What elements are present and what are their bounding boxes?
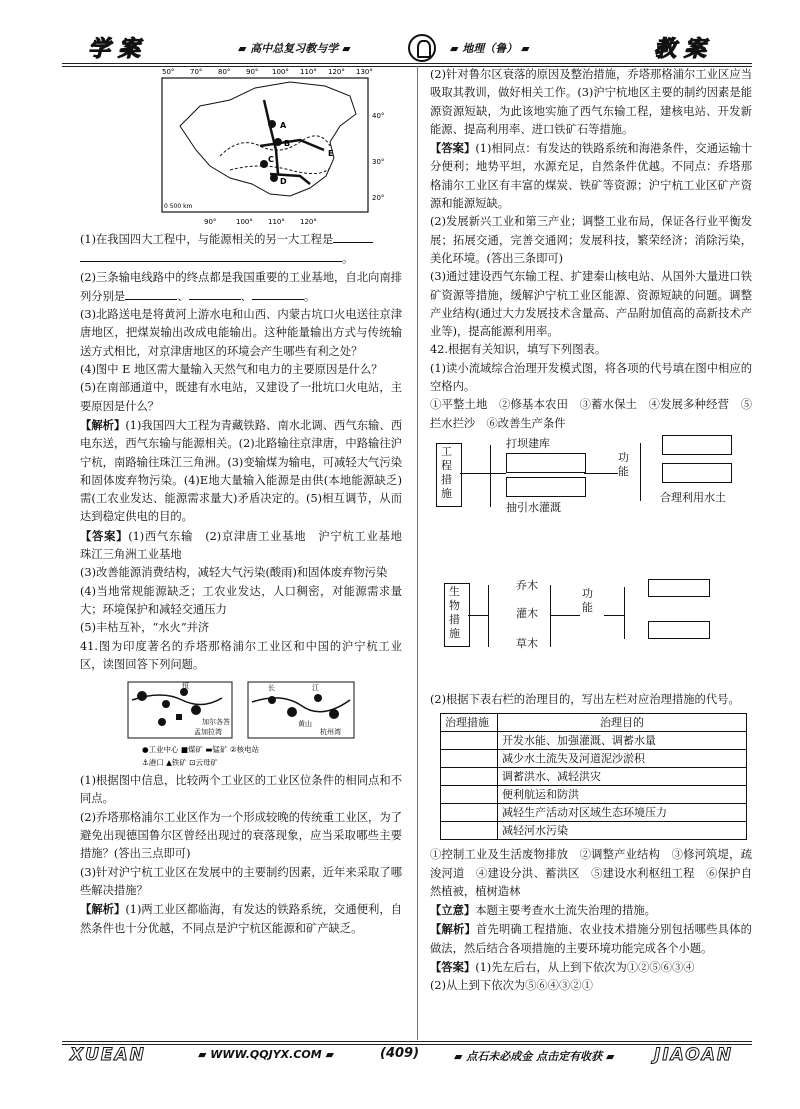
map-point-e: E [328, 149, 334, 158]
place-kolkata: 加尔各答 [202, 718, 230, 727]
q41-answer-2: (2)发展新兴工业和第三产业；调整工业布局，保证各行业平衡发展；拓展交通，完善交通网；发展科技，繁荣经济；消除污染，美化环境。(答出三条即可) [430, 215, 752, 265]
map-legend-row2: ⚓港口 ▲铁矿 ⊡云母矿 [142, 758, 219, 768]
q42-answer-1: 【答案】(1)先左后右，从上到下依次为①②⑤⑥③④ [430, 960, 695, 975]
lat-label: 20° [372, 194, 385, 202]
q41-stem: 41.图为印度著名的乔塔那格浦尔工业区和中国的沪宁杭工业区，读图回答下列问题。 [80, 639, 402, 671]
lon-label: 110° [268, 218, 285, 226]
q40-answer: 【答案】(1)西气东输 (2)京津唐工业基地 沪宁杭工业基地 珠江三角洲工业基地 [80, 528, 414, 562]
dia2-left-label: 生物措施 [449, 584, 460, 640]
q42-1: (1)读小流域综合治理开发模式图，将各项的代号填在图中相应的空格内。 [430, 361, 752, 394]
dia2-item-arbor: 乔木 [516, 578, 538, 592]
q41-2: (2)乔塔那格浦尔工业区作为一个形成较晚的传统重工业区，为了避免出现德国鲁尔区曾经出现过的衰落现象，应当采取哪些主要措施？(答出三点即可) [80, 810, 402, 861]
page-footer [62, 1041, 752, 1067]
lon-label: 50° [162, 68, 175, 76]
q40-1: (1)在我国四大工程中，与能源相关的另一大工程是 [80, 230, 402, 249]
map-point-a: A [280, 121, 287, 130]
header-xuean: 学案 [88, 37, 149, 62]
footer-jiaoan: JIAOAN [654, 1045, 734, 1065]
dia1-function-label: 功能 [618, 450, 629, 478]
footer-slogan: ▰ 点石未必成金 点击定有收获 ▰ [454, 1050, 615, 1063]
industrial-regions-map [122, 680, 360, 768]
q41-analysis-cont: (2)针对鲁尔区衰落的原因及整治措施，乔塔那格浦尔工业区应当吸取其教训，做好相关工作。(3)沪宁杭地区主要的制约因素是能源资源短缺，为此该地实施了西气东输工程，建核电站、开发新能源、提高利用率、进口铁矿石等措施。 [430, 68, 752, 136]
q40-5: (5)在南部通道中，既建有水电站，又建设了一批坑口火电站，主要原因是什么？ [80, 381, 402, 413]
lat-label: 40° [372, 112, 385, 120]
q40-answer-3: (3)改善能源消费结构，减轻大气污染(酸雨)和固体废弃物污染 [80, 566, 388, 580]
table-cell: 开发水能、加强灌溉、调蓄水量 [498, 732, 747, 750]
lon-label: 120° [300, 218, 317, 226]
map-point-b: B [284, 139, 291, 148]
map-scale: 0 500 km [164, 203, 193, 210]
place-hangzhou-bay: 杭州湾 [320, 728, 341, 737]
left-column [80, 66, 414, 938]
table-row [441, 732, 747, 750]
q42-answer-2: (2)从上到下依次为⑤⑥④③②① [430, 979, 593, 993]
q42-analysis: 【解析】首先明确工程措施、农业技术措施分别包括哪些具体的做法，然后结合各项措施的主要环境功能完成各个小题。 [430, 922, 752, 955]
river-label-chang: 长 [268, 684, 275, 693]
q42-options: ①平整土地 ②修基本农田 ③蓄水保土 ④发展多种经营 ⑤拦水拦沙 ⑥改善生产条件 [430, 398, 752, 430]
table-cell: 便利航运和防洪 [498, 786, 747, 804]
table-row [441, 768, 747, 786]
lon-label: 70° [190, 68, 203, 76]
q41-answer-1: 【答案】(1)相同点：有发达的铁路系统和海港条件，交通运输十分便利；地势平坦，水源充足，自然条件优越。不同点：乔塔那格浦尔工业区有丰富的煤炭、铁矿等资源；沪宁杭工业区矿产资源和能源短缺。 [430, 141, 752, 211]
q40-1-cont: 。 [80, 249, 402, 268]
blank-box [662, 463, 732, 483]
table-cell: 调蓄洪水、减轻洪灾 [498, 768, 747, 786]
dia1-top-label: 打坝建库 [506, 436, 550, 450]
place-bay-of-bengal: 孟加拉湾 [194, 728, 222, 737]
dia2-item-shrub: 灌木 [516, 606, 538, 620]
lat-label: 30° [372, 158, 385, 166]
dia2-function-label: 功能 [582, 586, 593, 614]
column-divider [417, 66, 418, 1040]
map-point-c: C [268, 155, 274, 164]
q41-answer-3: (3)通过建设西气东输工程、扩建秦山核电站、从国外大量进口铁矿资源等措施，缓解沪宁杭工业区能源、资源短缺的问题。调整产业结构(通过大力发展技术含量高、产品附加值高的高新技术产业等)，提高能源利用率。 [430, 270, 752, 339]
dia1-right-label: 合理利用水土 [660, 490, 726, 504]
q42-intent: 【立意】本题主要考查水土流失治理的措施。 [430, 903, 656, 918]
lon-label: 100° [272, 68, 289, 76]
page-header [62, 34, 752, 64]
lon-label: 110° [300, 68, 317, 76]
map-point-d: D [280, 177, 287, 186]
table-cell: 减轻河水污染 [498, 822, 747, 840]
table-header: 治理目的 [498, 714, 747, 732]
header-subject: ▰ 高中总复习教与学 ▰ [238, 42, 351, 55]
right-column [430, 66, 752, 996]
q40-2: (2)三条输电线路中的终点都是我国重要的工业基地，自北向南排列分别是 、 、 。 [80, 270, 402, 303]
blank-box [506, 477, 586, 497]
map-legend-row1: ●工业中心 ■煤矿 ▬锰矿 ②核电站 [142, 745, 260, 755]
q41-analysis: 【解析】(1)两工业区都临海，有发达的铁路系统，交通便利，自然条件也十分优越，不同点是沪宁杭区能源和矿产缺乏。 [80, 902, 402, 935]
footer-url: ▰ WWW.QQJYX.COM ▰ [198, 1048, 335, 1061]
engineering-measures-diagram [430, 437, 752, 577]
blank-box [648, 579, 710, 597]
china-power-map [160, 66, 390, 226]
q41-1: (1)根据图中信息，比较两个工业区的工业区位条件的相同点和不同点。 [80, 774, 402, 806]
q40-analysis: 【解析】(1)我国四大工程为青藏铁路、南水北调、西气东输、西电东送，西气东输与能源相关。(2)北路输往京津唐，中路输往沪宁杭，南路输往珠江三角洲。(3)变输煤为输电，可减轻大气污染和固体废弃物污染。(4)E地大量输入能源是由供(本地能源缺乏)需(工农业发达、能源需求量大)矛盾决定的。(5)相互调节，从而达到稳定供电的目的。 [80, 417, 402, 524]
lon-label: 130° [356, 68, 373, 76]
place-huangshan: 黄山 [298, 720, 312, 729]
dia1-left-label: 工程措施 [441, 444, 452, 500]
q40-answer-4: (4)当地常规能源缺乏；工农业发达，人口稠密，对能源需求量大；环境保护和减轻交通压力 [80, 584, 402, 616]
river-label-jiang: 江 [312, 684, 319, 693]
page-number: (409) [380, 1046, 420, 1061]
table-cell: 减轻生产活动对区域生态环境压力 [498, 804, 747, 822]
table-cell: 减少水土流失及河道泥沙淤积 [498, 750, 747, 768]
q41-3: (3)针对沪宁杭工业区在发展中的主要制约因素，近年来采取了哪些解决措施？ [80, 865, 402, 897]
table-header: 治理措施 [441, 714, 498, 732]
river-label-heng: 恒 [182, 682, 189, 691]
lon-label: 90° [246, 68, 259, 76]
footer-xuean: XUEAN [70, 1045, 146, 1065]
table-row [441, 786, 747, 804]
q42-2: (2)根据下表右栏的治理目的，写出左栏对应治理措施的代号。 [430, 692, 740, 706]
q40-4: (4)图中 E 地区需大量输入天然气和电力的主要原因是什么？ [80, 363, 383, 377]
lon-label: 120° [328, 68, 345, 76]
governance-table [440, 713, 747, 840]
q42-measures: ①控制工业及生活废物排放 ②调整产业结构 ③修河筑堤，疏浚河道 ④建设分洪、蓄洪区 ⑤建设水利枢纽工程 ⑥保护自然植被，植树造林 [430, 848, 752, 898]
lon-label: 90° [204, 218, 217, 226]
biological-measures-diagram [430, 577, 752, 691]
blank-box [506, 453, 586, 473]
publisher-logo [408, 34, 436, 62]
q40-3: (3)北路送电是将黄河上游水电和山西、内蒙古坑口火电送往京津唐地区，把煤炭输出改成电能输出。这种能量输出方式与传统输送方式相比，对京津唐地区的环境会产生哪些有利之处？ [80, 308, 402, 358]
dia2-item-grass: 草木 [516, 636, 538, 650]
lon-label: 80° [218, 68, 231, 76]
lon-label: 100° [236, 218, 253, 226]
q42-stem: 42.根据有关知识，填写下列图表。 [430, 343, 607, 357]
table-row [441, 750, 747, 768]
table-row [441, 822, 747, 840]
table-row [441, 714, 747, 732]
table-row [441, 804, 747, 822]
header-course: ▰ 地理（鲁） ▰ [450, 42, 530, 55]
q40-answer-5: (5)丰枯互补，“水火”并济 [80, 621, 210, 635]
blank-box [648, 621, 710, 639]
header-jiaoan: 教案 [654, 37, 715, 62]
blank-box [662, 435, 732, 455]
dia1-bottom-label: 抽引水灌溉 [506, 500, 561, 514]
